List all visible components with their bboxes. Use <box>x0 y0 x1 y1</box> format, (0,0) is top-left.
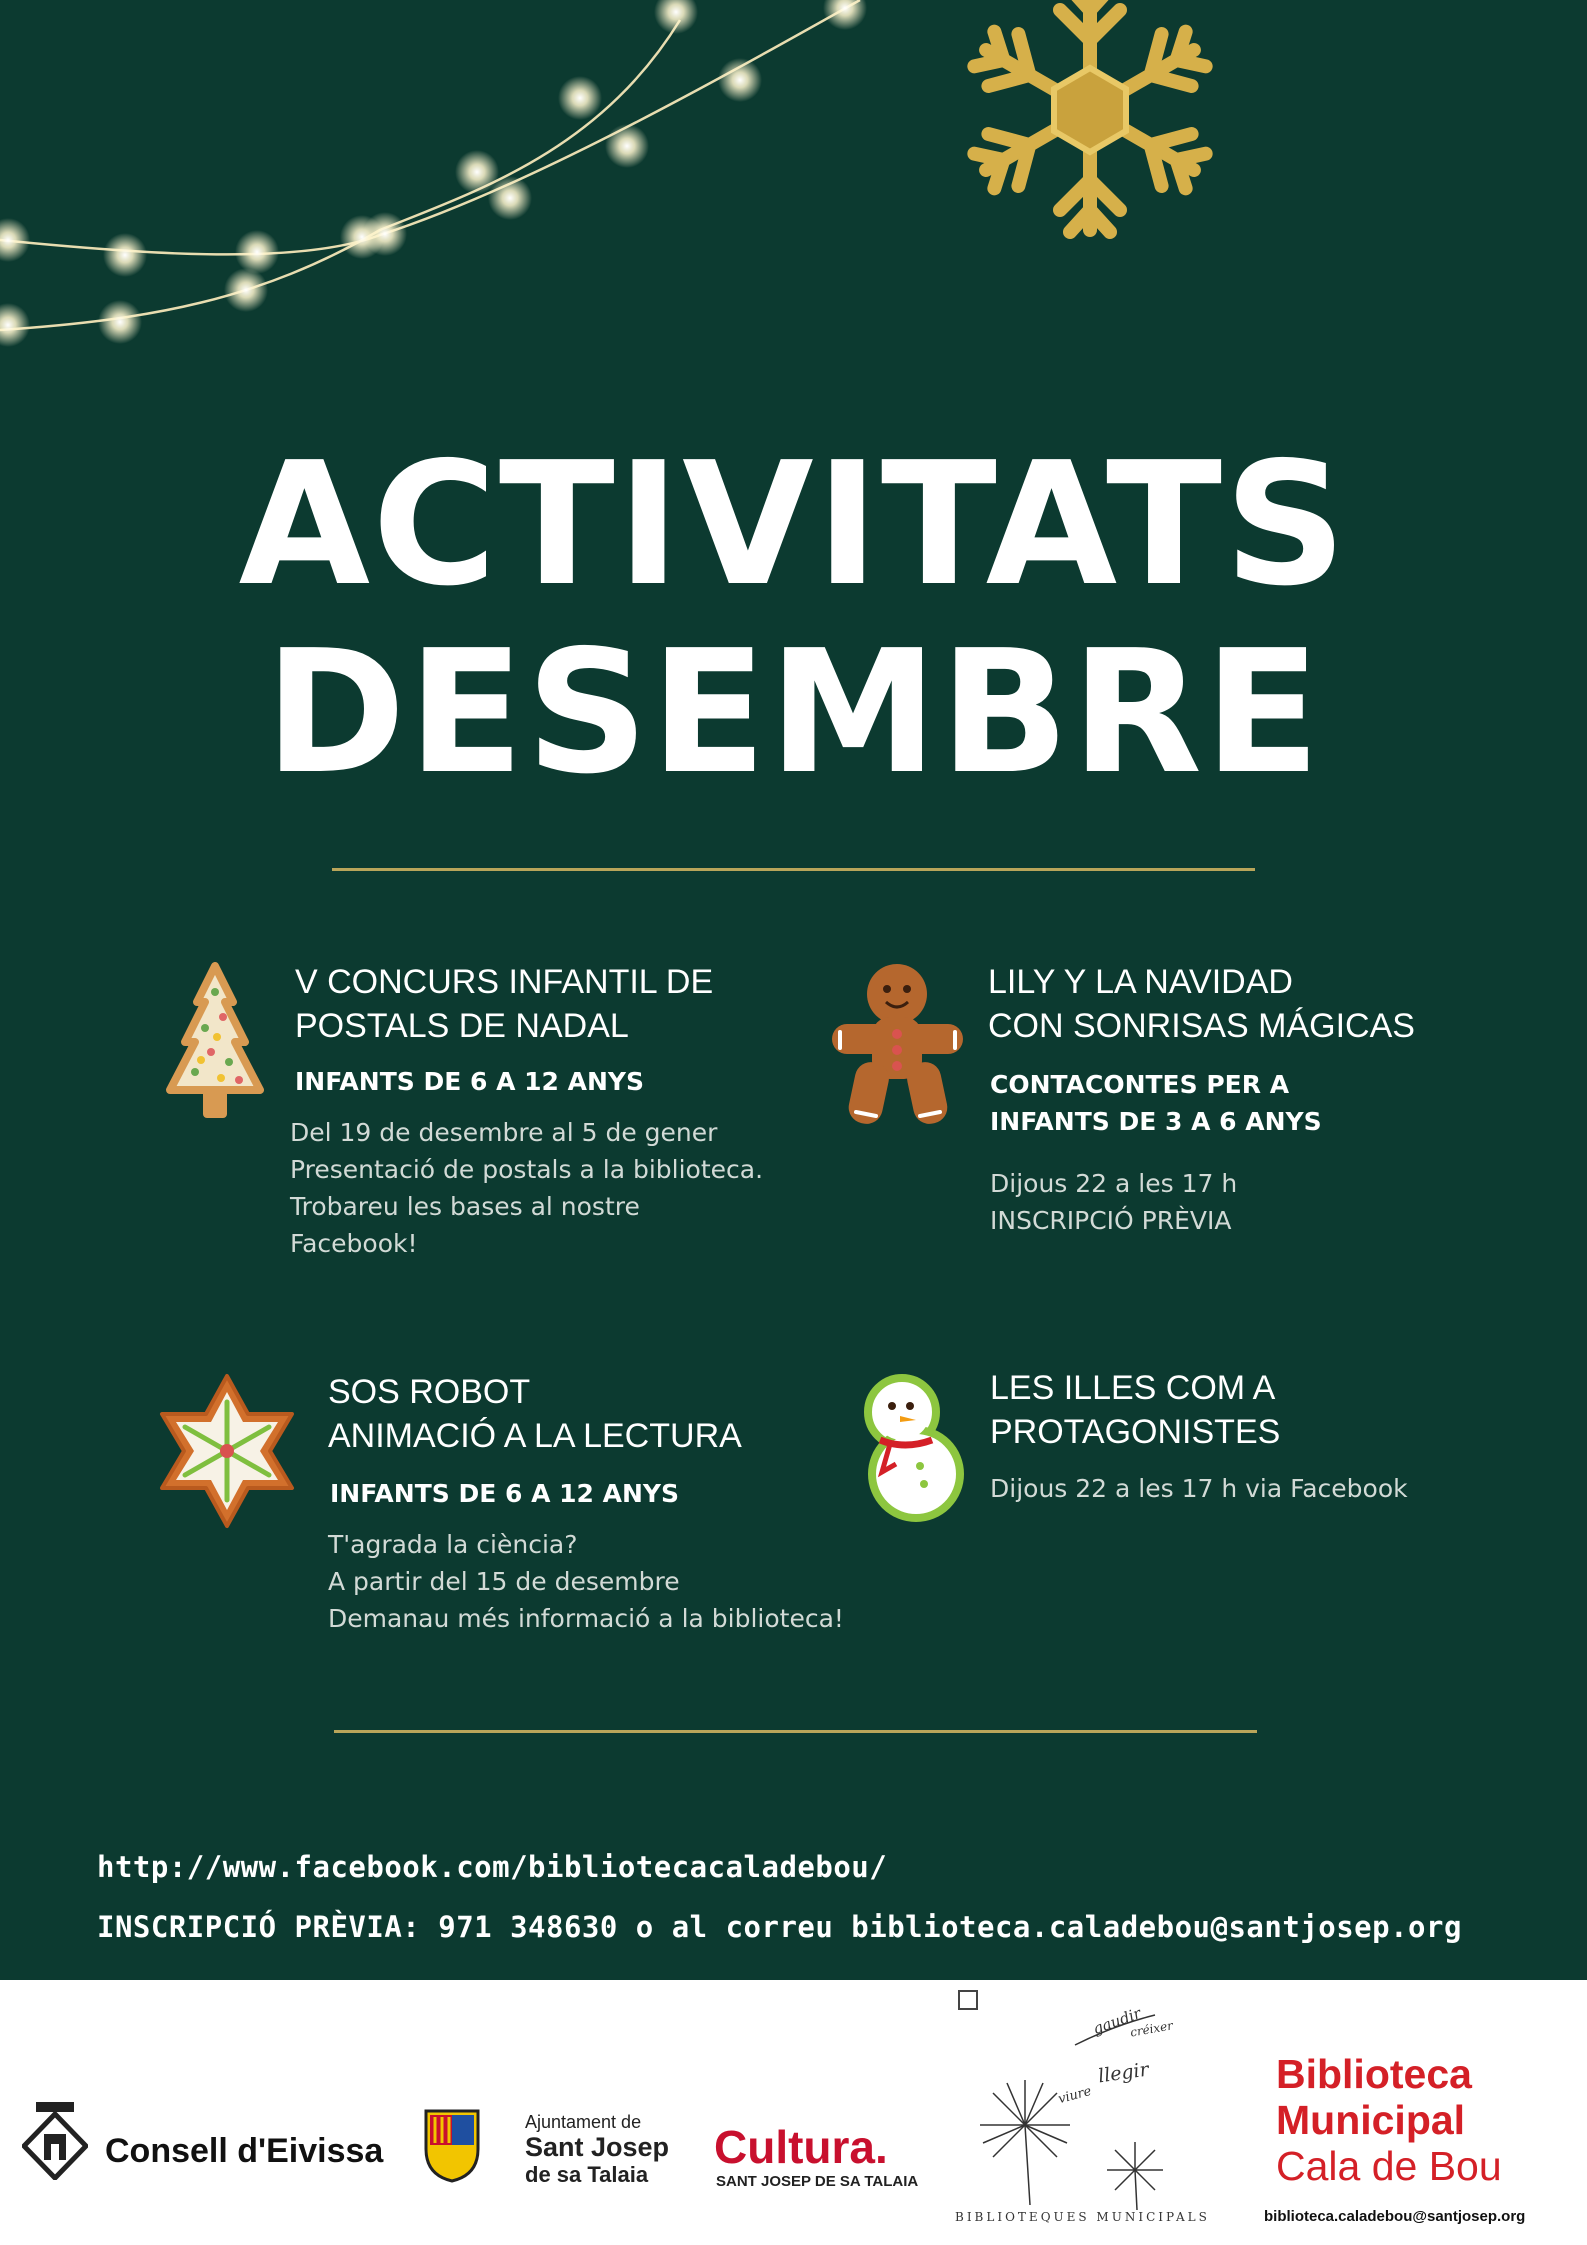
biblioteques-text: BIBLIOTEQUES MUNICIPALS <box>955 2210 1210 2224</box>
biblioteca-line-2: Municipal <box>1276 2097 1466 2143</box>
snowflake-cookie-icon <box>152 1372 302 1530</box>
consell-crest-icon <box>22 2100 88 2180</box>
ajuntament-crest-icon <box>420 2105 484 2183</box>
biblioteques-word: créixer <box>1129 2018 1174 2040</box>
activity-3-age <box>330 1475 679 1512</box>
golden-snowflake-icon <box>969 0 1210 232</box>
gingerbread-man-icon <box>830 962 965 1127</box>
biblioteques-word: gaudir <box>1090 2004 1144 2038</box>
cultura-sub-text: SANT JOSEP DE SA TALAIA <box>716 2173 919 2190</box>
activity-1-title <box>295 960 713 1048</box>
tree-cookie-icon <box>165 962 265 1127</box>
biblioteca-email[interactable]: biblioteca.caladebou@santjosep.org <box>1264 2208 1526 2225</box>
string-lights-icon <box>0 0 867 347</box>
biblioteca-line-3: Cala de Bou <box>1276 2143 1502 2189</box>
activity-3-description <box>328 1526 844 1637</box>
activity-3-desc-line: Demanau més informació a la biblioteca! <box>328 1604 844 1633</box>
activity-2-age-line: INFANTS DE 3 A 6 ANYS <box>990 1107 1322 1136</box>
activity-1-desc-line: Presentació de postals a la biblioteca. <box>290 1155 764 1184</box>
activity-2-title <box>988 960 1415 1048</box>
activity-1-desc-line: Facebook! <box>290 1229 418 1258</box>
activity-1-description <box>290 1114 763 1262</box>
facebook-link[interactable]: http://www.facebook.com/bibliotecacaladebou/ <box>97 1850 888 1884</box>
biblioteques-word: llegir <box>1096 2058 1151 2088</box>
activity-4-title-line: LES ILLES COM A <box>990 1369 1276 1407</box>
biblioteques-word: viure <box>1056 2083 1094 2108</box>
ajuntament-small-text: Ajuntament de <box>525 2112 642 2132</box>
title-line-1: ACTIVITATS <box>238 426 1349 624</box>
activity-2-title-line: LILY Y LA NAVIDAD <box>988 963 1293 1001</box>
biblioteca-line-1: Biblioteca <box>1276 2051 1472 2097</box>
activity-4-title-line: PROTAGONISTES <box>990 1413 1281 1451</box>
activity-3-title-line: ANIMACIÓ A LA LECTURA <box>328 1417 742 1455</box>
cultura-logo-text: Cultura. <box>714 2121 888 2173</box>
activity-3-desc-line: T'agrada la ciència? <box>328 1530 578 1559</box>
divider-top <box>332 868 1255 871</box>
activity-1-title-line: V CONCURS INFANTIL DE <box>295 963 714 1001</box>
activity-1-desc-line: Trobareu les bases al nostre <box>290 1192 640 1221</box>
activity-4-title <box>990 1366 1280 1454</box>
ajuntament-line-1: Sant Josep <box>525 2132 670 2162</box>
ajuntament-line-2: de sa Talaia <box>525 2162 649 2187</box>
logos-strip <box>0 1980 1587 2245</box>
activity-1-age <box>295 1063 644 1100</box>
activity-3-age-line: INFANTS DE 6 A 12 ANYS <box>330 1479 680 1508</box>
activity-1-age-line: INFANTS DE 6 A 12 ANYS <box>295 1067 645 1096</box>
activity-2-age-line: CONTACONTES PER A <box>990 1070 1290 1099</box>
activity-3-desc-line: A partir del 15 de desembre <box>328 1567 680 1596</box>
activity-3-title-line: SOS ROBOT <box>328 1373 531 1411</box>
activity-4-description <box>990 1470 1408 1507</box>
activity-3-title <box>328 1370 742 1458</box>
registration-info: INSCRIPCIÓ PRÈVIA: 971 348630 o al correu biblioteca.caladebou@santjosep.org <box>97 1910 1462 1944</box>
activity-2-desc-line: INSCRIPCIÓ PRÈVIA <box>990 1206 1232 1235</box>
activity-4-desc-line: Dijous 22 a les 17 h via Facebook <box>990 1474 1408 1503</box>
activity-2-age <box>990 1066 1322 1140</box>
activity-1-title-line: POSTALS DE NADAL <box>295 1007 629 1045</box>
activity-2-description <box>990 1165 1237 1239</box>
activity-2-desc-line: Dijous 22 a les 17 h <box>990 1169 1238 1198</box>
snowman-cookie-icon <box>850 1372 970 1522</box>
title-line-2: DESEMBRE <box>264 614 1323 812</box>
activity-2-title-line: CON SONRISAS MÁGICAS <box>988 1007 1415 1045</box>
consell-logo-text: Consell d'Eivissa <box>105 2132 384 2170</box>
divider-bottom <box>334 1730 1257 1733</box>
activity-1-desc-line: Del 19 de desembre al 5 de gener <box>290 1118 718 1147</box>
